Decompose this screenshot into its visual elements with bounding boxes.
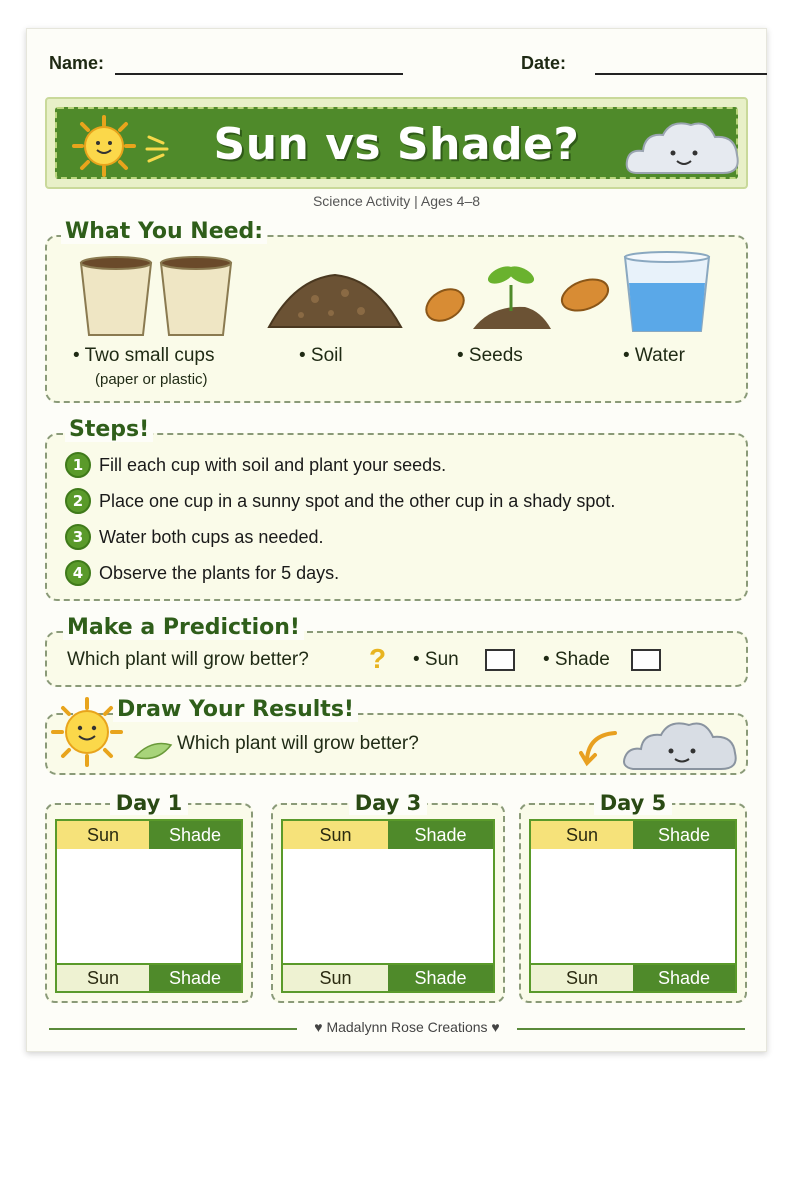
sparkle-icon	[145, 131, 181, 165]
sun-tab: Sun	[57, 821, 149, 849]
prediction-title: Make a Prediction!	[63, 615, 304, 640]
sun-icon	[51, 697, 123, 767]
day-footer-tabs	[281, 963, 495, 993]
material-seeds: • Seeds	[457, 345, 523, 366]
page-title: Sun vs Shade?	[213, 119, 580, 170]
soil-icon	[265, 269, 405, 331]
sun-tab: Sun	[531, 821, 633, 849]
material-water: • Water	[623, 345, 685, 366]
shade-tab: Shade	[388, 965, 493, 991]
sun-tab: Sun	[283, 821, 388, 849]
shade-tab: Shade	[149, 965, 241, 991]
prediction-option-sun: • Sun	[413, 649, 459, 670]
drawing-area[interactable]	[529, 819, 737, 965]
prediction-question: Which plant will grow better?	[67, 649, 309, 670]
cups-icon	[77, 255, 237, 339]
sun-tab: Sun	[531, 965, 633, 991]
material-soil: • Soil	[299, 345, 343, 366]
steps-section	[45, 417, 748, 601]
day-title: Day 5	[594, 791, 673, 815]
name-date-row	[49, 53, 747, 79]
sun-tab: Sun	[283, 965, 388, 991]
material-cups-note: (paper or plastic)	[95, 371, 208, 388]
day-title-wrap	[521, 791, 745, 815]
sun-tab: Sun	[57, 965, 149, 991]
shade-tab: Shade	[633, 821, 735, 849]
day-header-tabs	[283, 821, 493, 849]
draw-results-title: Draw Your Results!	[113, 697, 358, 722]
step-text: Water both cups as needed.	[99, 526, 324, 547]
step-number: 2	[65, 488, 91, 514]
water-glass-icon	[619, 251, 715, 337]
date-field-line	[595, 73, 767, 75]
title-banner-inner	[55, 107, 738, 179]
materials-section	[45, 219, 748, 403]
shade-tab: Shade	[633, 965, 735, 991]
name-field-line	[115, 73, 403, 75]
sun-icon	[71, 115, 137, 177]
shade-checkbox[interactable]	[631, 649, 661, 671]
shade-tab: Shade	[149, 821, 241, 849]
day-panel	[271, 791, 505, 1003]
question-mark-icon: ?	[369, 643, 387, 674]
arrow-icon	[579, 727, 619, 767]
step-item	[65, 523, 323, 551]
step-item	[65, 487, 615, 515]
day-footer-tabs	[529, 963, 737, 993]
day-header-tabs	[531, 821, 735, 849]
cloud-icon	[621, 717, 741, 773]
title-banner	[45, 97, 748, 189]
footer	[27, 1019, 766, 1039]
steps-title: Steps!	[65, 417, 153, 442]
step-number: 3	[65, 524, 91, 550]
day-footer-tabs	[55, 963, 243, 993]
seeds-icon	[421, 253, 611, 333]
date-label: Date:	[521, 53, 567, 73]
day-title-wrap	[273, 791, 503, 815]
step-number: 1	[65, 452, 91, 478]
step-item	[65, 451, 446, 479]
footer-credit: ♥ Madalynn Rose Creations ♥	[314, 1019, 500, 1035]
material-cups: • Two small cups	[73, 345, 215, 366]
day-panel	[45, 791, 253, 1003]
draw-results-question: Which plant will grow better?	[177, 733, 419, 754]
footer-divider	[49, 1028, 297, 1030]
materials-title: What You Need:	[61, 219, 267, 244]
day-title: Day 1	[110, 791, 189, 815]
step-number: 4	[65, 560, 91, 586]
day-header-tabs	[57, 821, 241, 849]
worksheet-page	[26, 28, 767, 1052]
day-title-wrap	[47, 791, 251, 815]
cloud-icon	[623, 115, 743, 179]
step-text: Fill each cup with soil and plant your seeds.	[99, 454, 447, 475]
page-subtitle: Science Activity | Ages 4–8	[312, 193, 481, 209]
step-text: Observe the plants for 5 days.	[99, 562, 340, 583]
drawing-area[interactable]	[281, 819, 495, 965]
step-text: Place one cup in a sunny spot and the other cup in a shady spot.	[99, 490, 616, 511]
footer-divider	[517, 1028, 745, 1030]
drawing-area[interactable]	[55, 819, 243, 965]
day-title: Day 3	[349, 791, 428, 815]
name-label: Name:	[49, 53, 105, 73]
step-item	[65, 559, 339, 587]
prediction-section	[45, 615, 748, 687]
shade-tab: Shade	[388, 821, 493, 849]
sun-checkbox[interactable]	[485, 649, 515, 671]
prediction-option-shade: • Shade	[543, 649, 610, 670]
day-panel	[519, 791, 747, 1003]
draw-results-section	[45, 697, 748, 775]
leaf-icon	[133, 739, 173, 761]
